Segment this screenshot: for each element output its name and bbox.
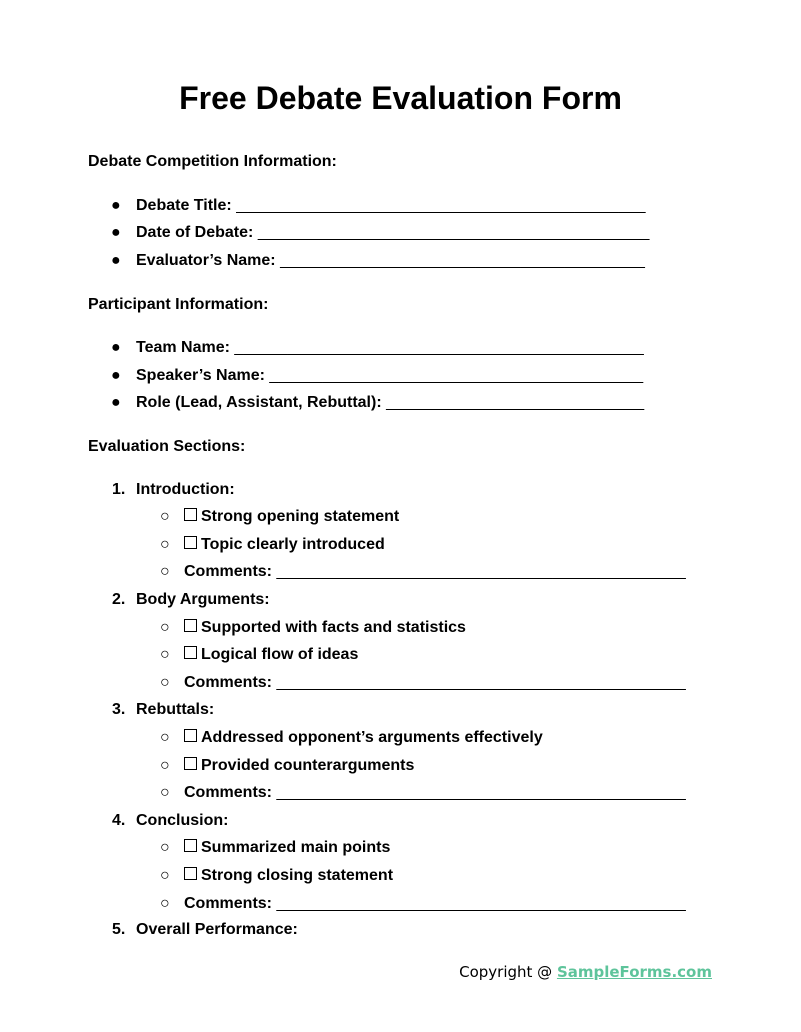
comments-field: Comments: ______________________________________________ xyxy=(184,895,686,912)
circle-bullet: ○ xyxy=(160,619,170,636)
bullet-dot: ● xyxy=(111,252,121,269)
comments-field: Comments: ______________________________________________ xyxy=(184,674,686,691)
circle-bullet: ○ xyxy=(160,646,170,663)
field-debate-title: Debate Title: ______________________________________________ xyxy=(136,197,646,214)
check-item: Strong opening statement xyxy=(184,508,399,526)
checkbox[interactable] xyxy=(184,867,197,880)
section-number: 3. xyxy=(112,701,126,718)
check-item: Provided counterarguments xyxy=(184,757,414,775)
participant-heading: Participant Information: xyxy=(88,296,269,313)
section-number: 1. xyxy=(112,481,126,498)
section-body-arguments-label: Body Arguments: xyxy=(136,591,270,608)
copyright-footer: Copyright @ SampleForms.com xyxy=(459,963,712,981)
field-team-name: Team Name: ______________________________________________ xyxy=(136,339,644,356)
comments-input[interactable]: ______________________________________________ xyxy=(276,563,686,580)
section-number: 2. xyxy=(112,591,126,608)
checkbox[interactable] xyxy=(184,729,197,742)
circle-bullet: ○ xyxy=(160,757,170,774)
checkbox[interactable] xyxy=(184,646,197,659)
checkbox[interactable] xyxy=(184,536,197,549)
checkbox[interactable] xyxy=(184,839,197,852)
bullet-dot: ● xyxy=(111,367,121,384)
bullet-dot: ● xyxy=(111,224,121,241)
bullet-dot: ● xyxy=(111,339,121,356)
section-conclusion-label: Conclusion: xyxy=(136,812,229,829)
page-title: Free Debate Evaluation Form xyxy=(179,80,622,116)
team-name-input[interactable]: ______________________________________________ xyxy=(234,339,644,356)
role-input[interactable]: _____________________________ xyxy=(386,394,645,411)
check-item: Supported with facts and statistics xyxy=(184,619,466,637)
speaker-name-input[interactable]: __________________________________________ xyxy=(269,367,644,384)
section-number: 4. xyxy=(112,812,126,829)
circle-bullet: ○ xyxy=(160,784,170,801)
comments-field: Comments: ______________________________________________ xyxy=(184,563,686,580)
comments-input[interactable]: ______________________________________________ xyxy=(276,674,686,691)
competition-heading: Debate Competition Information: xyxy=(88,153,337,170)
debate-title-input[interactable]: ______________________________________________ xyxy=(236,197,646,214)
evaluation-heading: Evaluation Sections: xyxy=(88,438,246,455)
check-item: Strong closing statement xyxy=(184,867,393,885)
circle-bullet: ○ xyxy=(160,895,170,912)
bullet-dot: ● xyxy=(111,197,121,214)
circle-bullet: ○ xyxy=(160,674,170,691)
check-item: Topic clearly introduced xyxy=(184,536,385,554)
comments-field: Comments: ______________________________________________ xyxy=(184,784,686,801)
circle-bullet: ○ xyxy=(160,563,170,580)
check-item: Addressed opponent’s arguments effectively xyxy=(184,729,543,747)
date-of-debate-input[interactable]: ____________________________________________ xyxy=(257,224,650,241)
section-rebuttals-label: Rebuttals: xyxy=(136,701,215,718)
checkbox[interactable] xyxy=(184,757,197,770)
section-introduction-label: Introduction: xyxy=(136,481,235,498)
circle-bullet: ○ xyxy=(160,536,170,553)
check-item: Summarized main points xyxy=(184,839,390,857)
circle-bullet: ○ xyxy=(160,867,170,884)
circle-bullet: ○ xyxy=(160,729,170,746)
checkbox[interactable] xyxy=(184,619,197,632)
comments-input[interactable]: ______________________________________________ xyxy=(276,895,686,912)
field-evaluator-name: Evaluator’s Name: _________________________________________ xyxy=(136,252,645,269)
comments-input[interactable]: ______________________________________________ xyxy=(276,784,686,801)
sampleforms-link[interactable]: SampleForms.com xyxy=(556,963,712,981)
field-speaker-name: Speaker’s Name: __________________________________________ xyxy=(136,367,644,384)
field-role: Role (Lead, Assistant, Rebuttal): _____________________________ xyxy=(136,394,645,411)
checkbox[interactable] xyxy=(184,508,197,521)
evaluator-name-input[interactable]: _________________________________________ xyxy=(280,252,645,269)
check-item: Logical flow of ideas xyxy=(184,646,358,664)
section-overall-performance-label: Overall Performance: xyxy=(136,921,298,938)
circle-bullet: ○ xyxy=(160,839,170,856)
field-date-of-debate: Date of Debate: ____________________________________________ xyxy=(136,224,650,241)
bullet-dot: ● xyxy=(111,394,121,411)
section-number: 5. xyxy=(112,921,126,938)
circle-bullet: ○ xyxy=(160,508,170,525)
